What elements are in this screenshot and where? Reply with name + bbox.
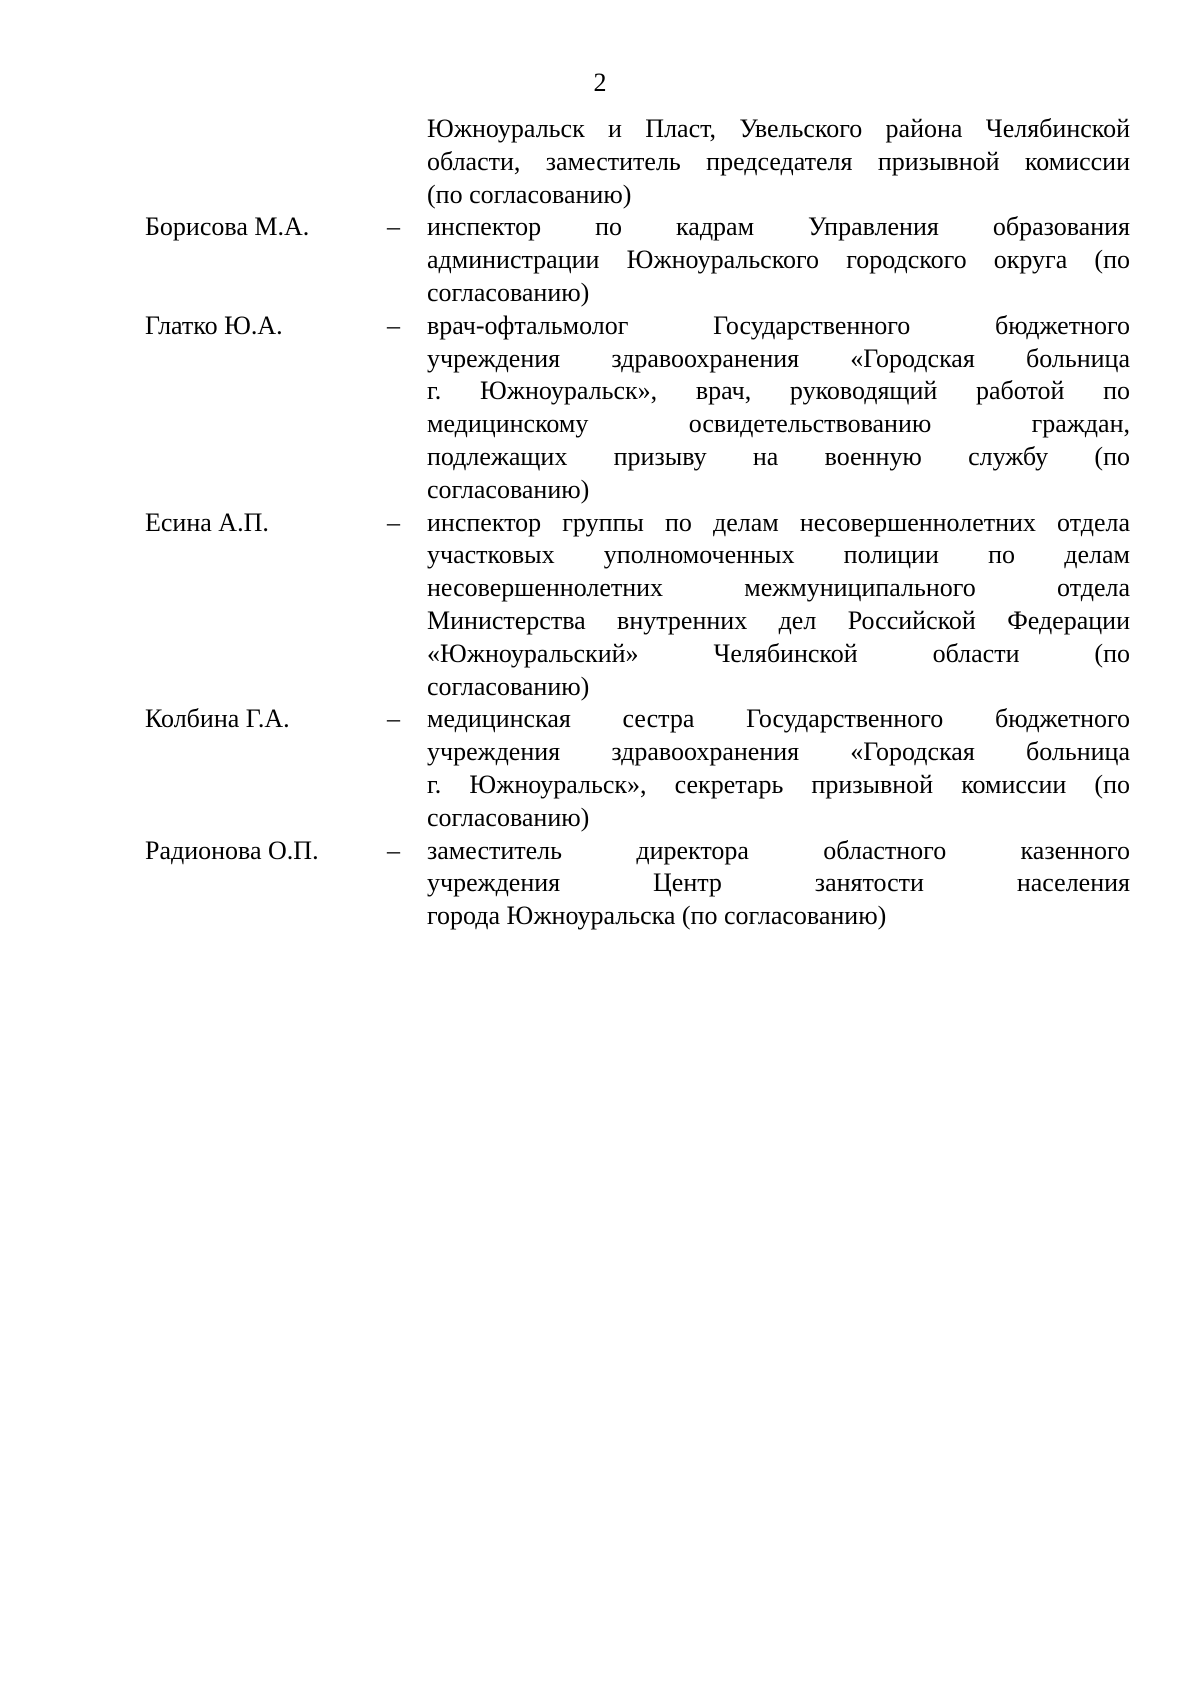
- member-description: [427, 703, 1130, 834]
- description-line: согласованию): [427, 474, 590, 504]
- page-number: 2: [593, 68, 607, 97]
- member-name: Колбина Г.А.: [145, 704, 290, 734]
- description-line: согласованию): [427, 277, 590, 307]
- description-line: согласованию): [427, 802, 590, 832]
- member-entry-esina: [145, 507, 1130, 704]
- description-line: заместитель директора областного казенного: [427, 835, 1130, 865]
- dash: –: [387, 310, 400, 340]
- description-line: г. Южноуральск», секретарь призывной комиссии (по: [427, 769, 1130, 799]
- description-line: «Южноуральский» Челябинской области (по: [427, 638, 1130, 668]
- dash: –: [387, 507, 400, 537]
- description-line: города Южноуральска (по согласованию): [427, 901, 887, 931]
- dash: –: [387, 704, 400, 734]
- description-line: подлежащих призыву на военную службу (по: [427, 441, 1130, 471]
- description-line: учреждения Центр занятости населения: [427, 868, 1130, 898]
- member-description: [427, 310, 1130, 507]
- description-line: участковых уполномоченных полиции по делам: [427, 540, 1130, 570]
- description-line: учреждения здравоохранения «Городская больница: [427, 737, 1130, 767]
- member-name: Радионова О.П.: [145, 835, 319, 865]
- continuation-entry: [145, 113, 1130, 211]
- description-line: медицинскому освидетельствованию граждан,: [427, 409, 1130, 439]
- dash: –: [387, 835, 400, 865]
- member-description: [427, 211, 1130, 309]
- dash: –: [387, 212, 400, 242]
- member-name: Борисова М.А.: [145, 212, 310, 242]
- member-description: [427, 835, 1130, 933]
- member-entry-glatko: [145, 310, 1130, 507]
- member-name: Есина А.П.: [145, 507, 269, 537]
- description-line: согласованию): [427, 671, 590, 701]
- commission-members-list: [145, 113, 1130, 933]
- member-entry-kolbina: [145, 703, 1130, 834]
- description-line: Министерства внутренних дел Российской Федерации: [427, 605, 1130, 635]
- description-line: учреждения здравоохранения «Городская больница: [427, 343, 1130, 373]
- description-line: администрации Южноуральского городского округа (по: [427, 245, 1130, 275]
- description-line: медицинская сестра Государственного бюджетного: [427, 704, 1130, 734]
- description-line: области, заместитель председателя призывной комиссии: [427, 146, 1130, 176]
- description-line: врач-офтальмолог Государственного бюджетного: [427, 310, 1130, 340]
- member-description: [427, 113, 1130, 211]
- description-line: инспектор по кадрам Управления образования: [427, 212, 1130, 242]
- member-name: Глатко Ю.А.: [145, 310, 283, 340]
- description-line: несовершеннолетних межмуниципального отдела: [427, 573, 1130, 603]
- member-description: [427, 507, 1130, 704]
- description-line: (по согласованию): [427, 179, 632, 209]
- description-line: г. Южноуральск», врач, руководящий работой по: [427, 376, 1130, 406]
- description-line: инспектор группы по делам несовершеннолетних отдела: [427, 507, 1130, 537]
- member-entry-borisova: [145, 211, 1130, 309]
- member-entry-radionova: [145, 835, 1130, 933]
- description-line: Южноуральск и Пласт, Увельского района Челябинской: [427, 114, 1130, 143]
